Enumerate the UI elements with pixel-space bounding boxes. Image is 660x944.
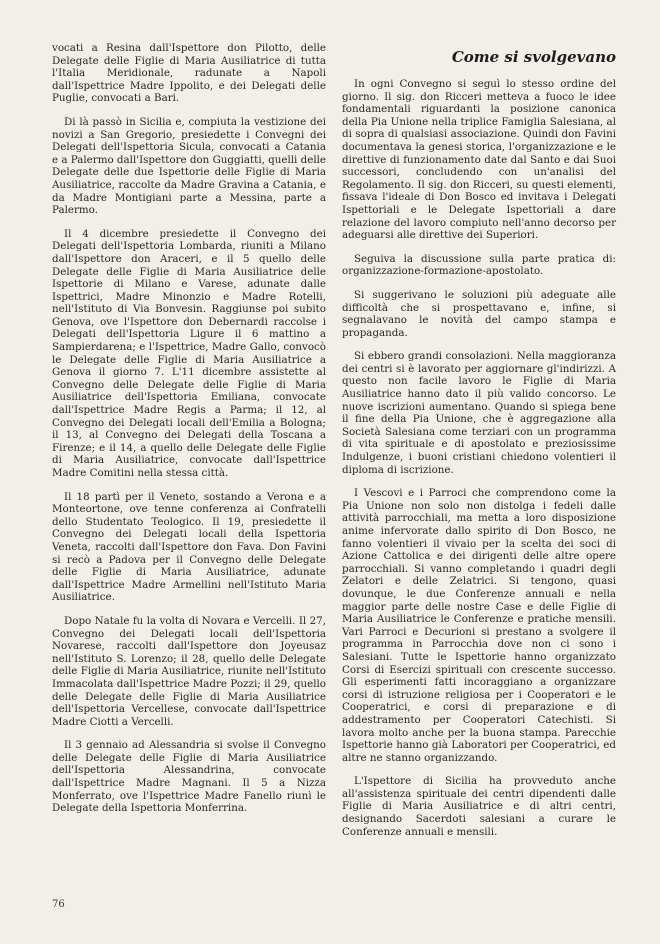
- left-paragraph-2: Di là passò in Sicilia e, compiuta la vestizione dei novizi a San Gregorio, presiedette i Convegni dei Delegati dell'Ispettoria Sicula, convocati a Catania e a Palermo dall'Ispettore don Guggiatti, quelli delle Delegate delle due Ispettorie delle Figlie di Maria Ausiliatrice, raccolte da Madre Gravina a Catania, e da Madre Montigiani parte a Messina, parte a Palermo.: [52, 115, 326, 217]
- left-paragraph-3: Il 4 dicembre presiedette il Convegno dei Delegati dell'Ispettoria Lombarda, riuniti a Milano dall'Ispettore don Araceri, e il 5 quello delle Delegate delle Figlie di Maria Ausiliatrice delle Ispettorie di Milano e Varese, adunate dalle Ispettrici, Madre Minonzio e Madre Rotelli, nell'Istituto di Via Bonvesin. Raggiunse poi subito Genova, ove l'Ispettore don Debernardi raccolse i Delegati dell'Ispettoria Ligure il 6 mattino a Sampierdarena; e l'Ispettrice, Madre Gallo, convocò le Delegate delle Figlie di Maria Ausiliatrice a Genova il giorno 7. L'11 dicembre assistette al Convegno delle Delegate delle Figlie di Maria Ausiliatrice dell'Ispettoria Emiliana, convocate dall'Ispettrice Madre Regis a Parma; il 12, al Convegno dei Delegati locali dell'Emilia a Bologna; il 13, al Convegno dei Delegati della Toscana a Firenze; e il 14, a quello delle Delegate delle Figlie di Maria Ausiliatrice, convocate dall'Ispettrice Madre Comitini nella stessa città.: [52, 227, 326, 479]
- section-heading: Come si svolgevano: [451, 48, 616, 66]
- left-paragraph-5: Dopo Natale fu la volta di Novara e Vercelli. Il 27, Convegno dei Delegati locali dell'Ispettoria Novarese, raccolti dall'Ispettore don Joyeusaz nell'Istituto S. Lorenzo; il 28, quello delle Delegate delle Figlie di Maria Ausiliatrice, riunite nell'Istituto Immacolata dall'Ispettrice Madre Pozzi; il 29, quello delle Delegate delle Figlie di Maria Ausiliatrice dell'Ispettoria Vercellese, convocate dall'Ispettrice Madre Ciotti a Vercelli.: [52, 614, 326, 728]
- right-paragraph-5: I Vescovi e i Parroci che comprendono come la Pia Unione non solo non distolga i fedeli dalle attività parrocchiali, ma metta a loro disposizione anime infervorate dallo spirito di Don Bosco, ne fanno volentieri il vivaio per la scelta dei soci di Azione Cattolica e dei dirigenti delle altre opere parrocchiali. Si vanno completando i quadri degli Zelatori e delle Zelatrici. Si tengono, quasi dovunque, le due Conferenze annuali e nella maggior parte delle nostre Case e delle Figlie di Maria Ausiliatrice le Conferenze e pratiche mensili. Vari Parroci e Decurioni si prestano a svolgere il programma in Parrocchia dove non ci sono i Salesiani. Tutte le Ispettorie hanno organizzato Corsi di Esercizi spirituali con crescente successo. Gli esperimenti fatti incoraggiano a organizzare corsi di istruzione religiosa per i Cooperatori e le Cooperatrici, e corsi di preparazione e di addestramento per Cooperatori Catechisti. Si lavora molto anche per la buona stampa. Parecchie Ispettorie hanno già Laboratori per Cooperatrici, ed altre ne stanno organizzando.: [342, 487, 616, 764]
- right-paragraph-3: Si suggerivano le soluzioni più adeguate alle difficoltà che si prospettavano e, infine, si segnalavano le novità del campo stampa e propaganda.: [342, 288, 616, 339]
- left-column: [52, 42, 326, 826]
- left-paragraph-6: Il 3 gennaio ad Alessandria si svolse il Convegno delle Delegate delle Figlie di Maria Ausiliatrice dell'Ispettoria Alessandrina, convocate dall'Ispettrice Madre Magnani. Il 5 a Nizza Monferrato, ove l'Ispettrice Madre Fanello riunì le Delegate della Ispettoria Monferrina.: [52, 739, 326, 815]
- right-paragraph-4: Si ebbero grandi consolazioni. Nella maggioranza dei centri si è lavorato per aggiornare gl'indirizzi. A questo non facile lavoro le Figlie di Maria Ausiliatrice hanno dato il più valido concorso. Le nuove iscrizioni aumentano. Quando si spiega bene il fine della Pia Unione, che è aggregazione alla Società Salesiana come terziari con un programma di vita spirituale e di apostolato e preziosissime Indulgenze, i buoni cristiani chiedono volentieri il diploma di iscrizione.: [342, 350, 616, 476]
- right-column: [342, 42, 616, 849]
- right-paragraph-6: L'Ispettore di Sicilia ha provveduto anche all'assistenza spirituale dei centri dipendenti dalle Figlie di Maria Ausiliatrice e di altri centri, designando Sacerdoti salesiani a curare le Conferenze annuali e mensili.: [342, 775, 616, 838]
- right-paragraph-1: In ogni Convegno si seguì lo stesso ordine del giorno. Il sig. don Ricceri metteva a fuoco le idee fondamentali riguardanti la posizione canonica della Pia Unione nella triplice Famiglia Salesiana, al di sopra di qualsiasi associazione. Quindi don Favini documentava la genesi storica, l'organizzazione e le direttive di funzionamento date dal Santo e dai Suoi successori, concludendo con un'analisi del Regolamento. Il sig. don Ricceri, su questi elementi, fissava l'ideale di Don Bosco ed invitava i Delegati Ispettoriali e le Delegate Ispettoriali a dare relazione del lavoro compiuto nell'anno decorso per adeguarsi alle direttive dei Superiori.: [342, 78, 616, 242]
- left-paragraph-1: vocati a Resina dall'Ispettore don Pilotto, delle Delegate delle Figlie di Maria Ausiliatrice di tutta l'Italia Meridionale, radunate a Napoli dall'Ispettrice Madre Ippolito, e dei Delegati delle Puglie, convocati a Bari.: [52, 42, 326, 105]
- left-paragraph-4: Il 18 partì per il Veneto, sostando a Verona e a Monteortone, ove tenne conferenza ai Confratelli dello Studentato Teologico. Il 19, presiedette il Convegno dei Delegati locali della Ispettoria Veneta, raccolti dall'Ispettore don Fava. Don Favini si recò a Padova per il Convegno delle Delegate delle Figlie di Maria Ausiliatrice, adunate dall'Ispettrice Madre Armellini nell'Istituto Maria Ausiliatrice.: [52, 490, 326, 604]
- right-paragraph-2: Seguiva la discussione sulla parte pratica di: organizzazione-formazione-apostolato.: [342, 252, 616, 278]
- page-number: 76: [52, 899, 65, 910]
